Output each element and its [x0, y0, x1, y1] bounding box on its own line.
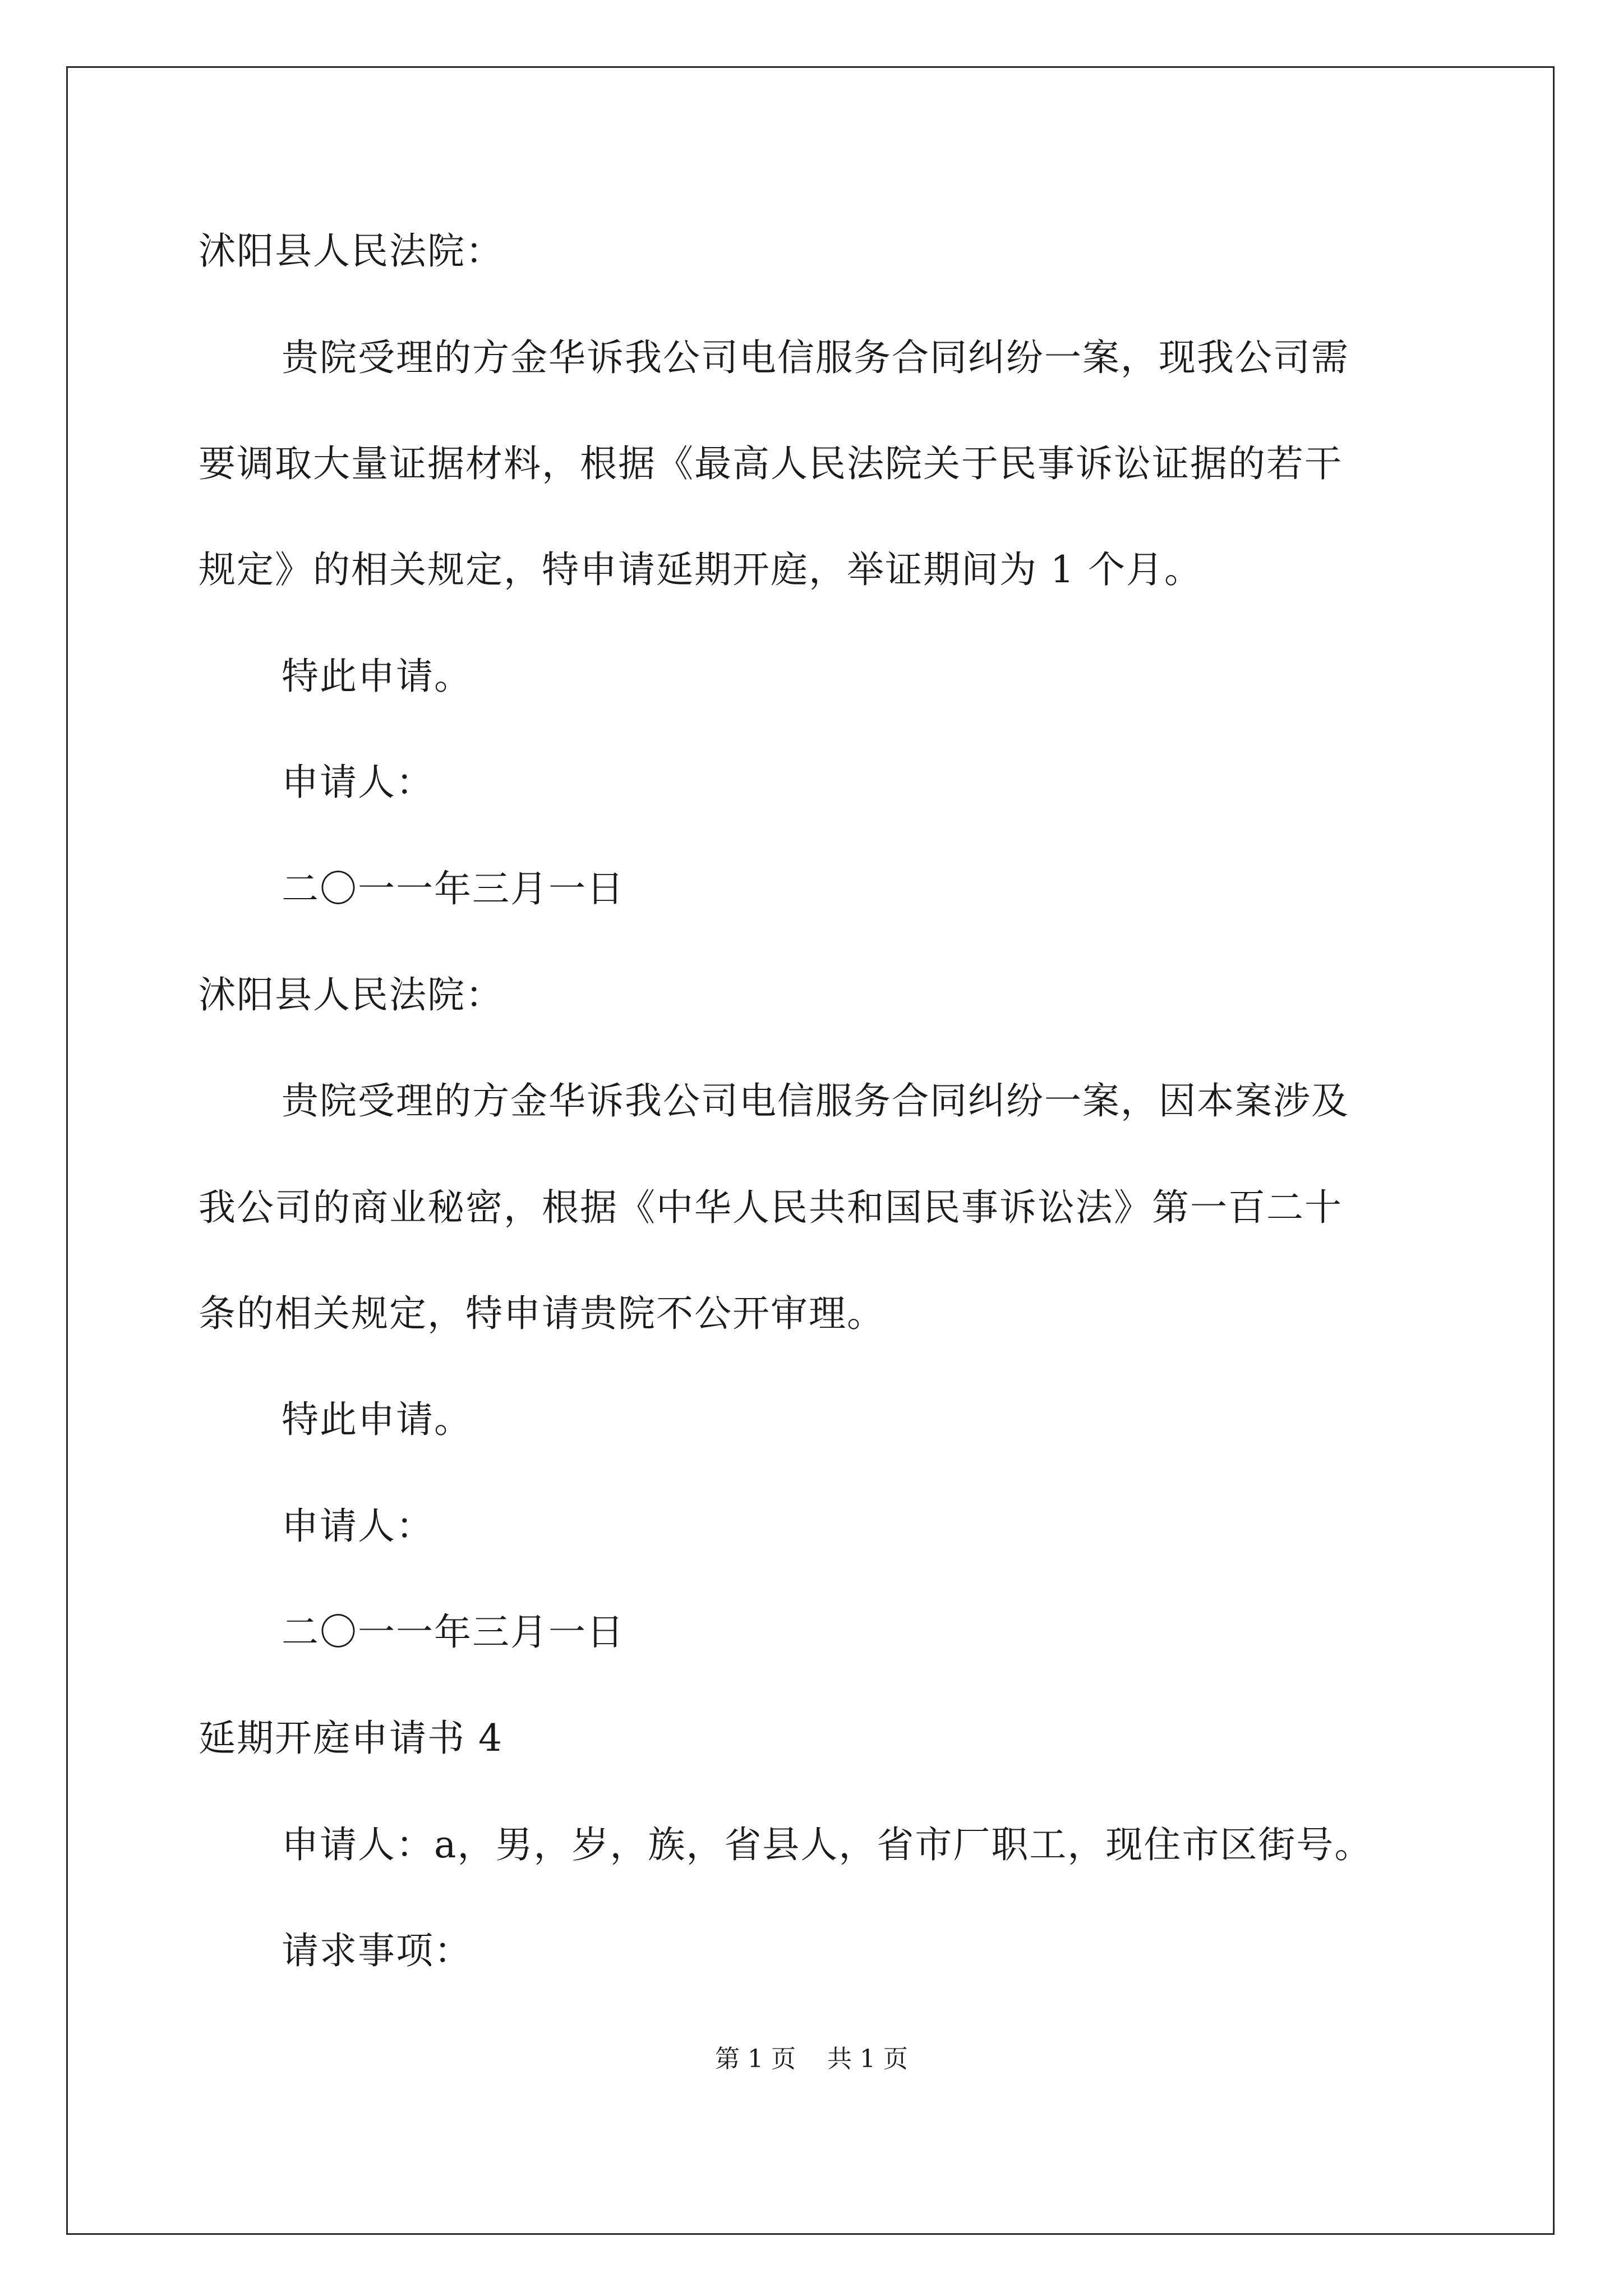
applicant-line: 申请人： — [282, 1504, 434, 1548]
date-line: 二〇一一年三月一日 — [282, 867, 625, 910]
applicant-info-line: 申请人：a，男，岁，族，省县人，省市厂职工，现住市区街号。 — [282, 1823, 1373, 1866]
body-paragraph-line: 贵院受理的方金华诉我公司电信服务合同纠纷一案，因本案涉及 — [282, 1079, 1349, 1122]
page-border — [66, 66, 1555, 2235]
section-heading: 延期开庭申请书 4 — [199, 1717, 503, 1760]
addressee-line: 沭阳县人民法院： — [199, 229, 504, 273]
closing-line: 特此申请。 — [282, 655, 472, 698]
body-paragraph-line: 我公司的商业秘密，根据《中华人民共和国民事诉讼法》第一百二十 — [199, 1186, 1343, 1229]
page-number-footer: 第 1 页 共 1 页 — [715, 2045, 908, 2073]
body-paragraph-line: 规定》的相关规定，特申请延期开庭，举证期间为 1 个月。 — [199, 548, 1202, 591]
body-paragraph-line: 要调取大量证据材料，根据《最高人民法院关于民事诉讼证据的若干 — [199, 442, 1343, 485]
addressee-line: 沭阳县人民法院： — [199, 973, 504, 1016]
date-line: 二〇一一年三月一日 — [282, 1611, 625, 1654]
applicant-line: 申请人： — [282, 761, 434, 804]
closing-line: 特此申请。 — [282, 1398, 472, 1441]
body-paragraph-line: 贵院受理的方金华诉我公司电信服务合同纠纷一案，现我公司需 — [282, 336, 1349, 379]
body-paragraph-line: 条的相关规定，特申请贵院不公开审理。 — [199, 1292, 885, 1335]
request-items-heading: 请求事项： — [282, 1929, 472, 1972]
